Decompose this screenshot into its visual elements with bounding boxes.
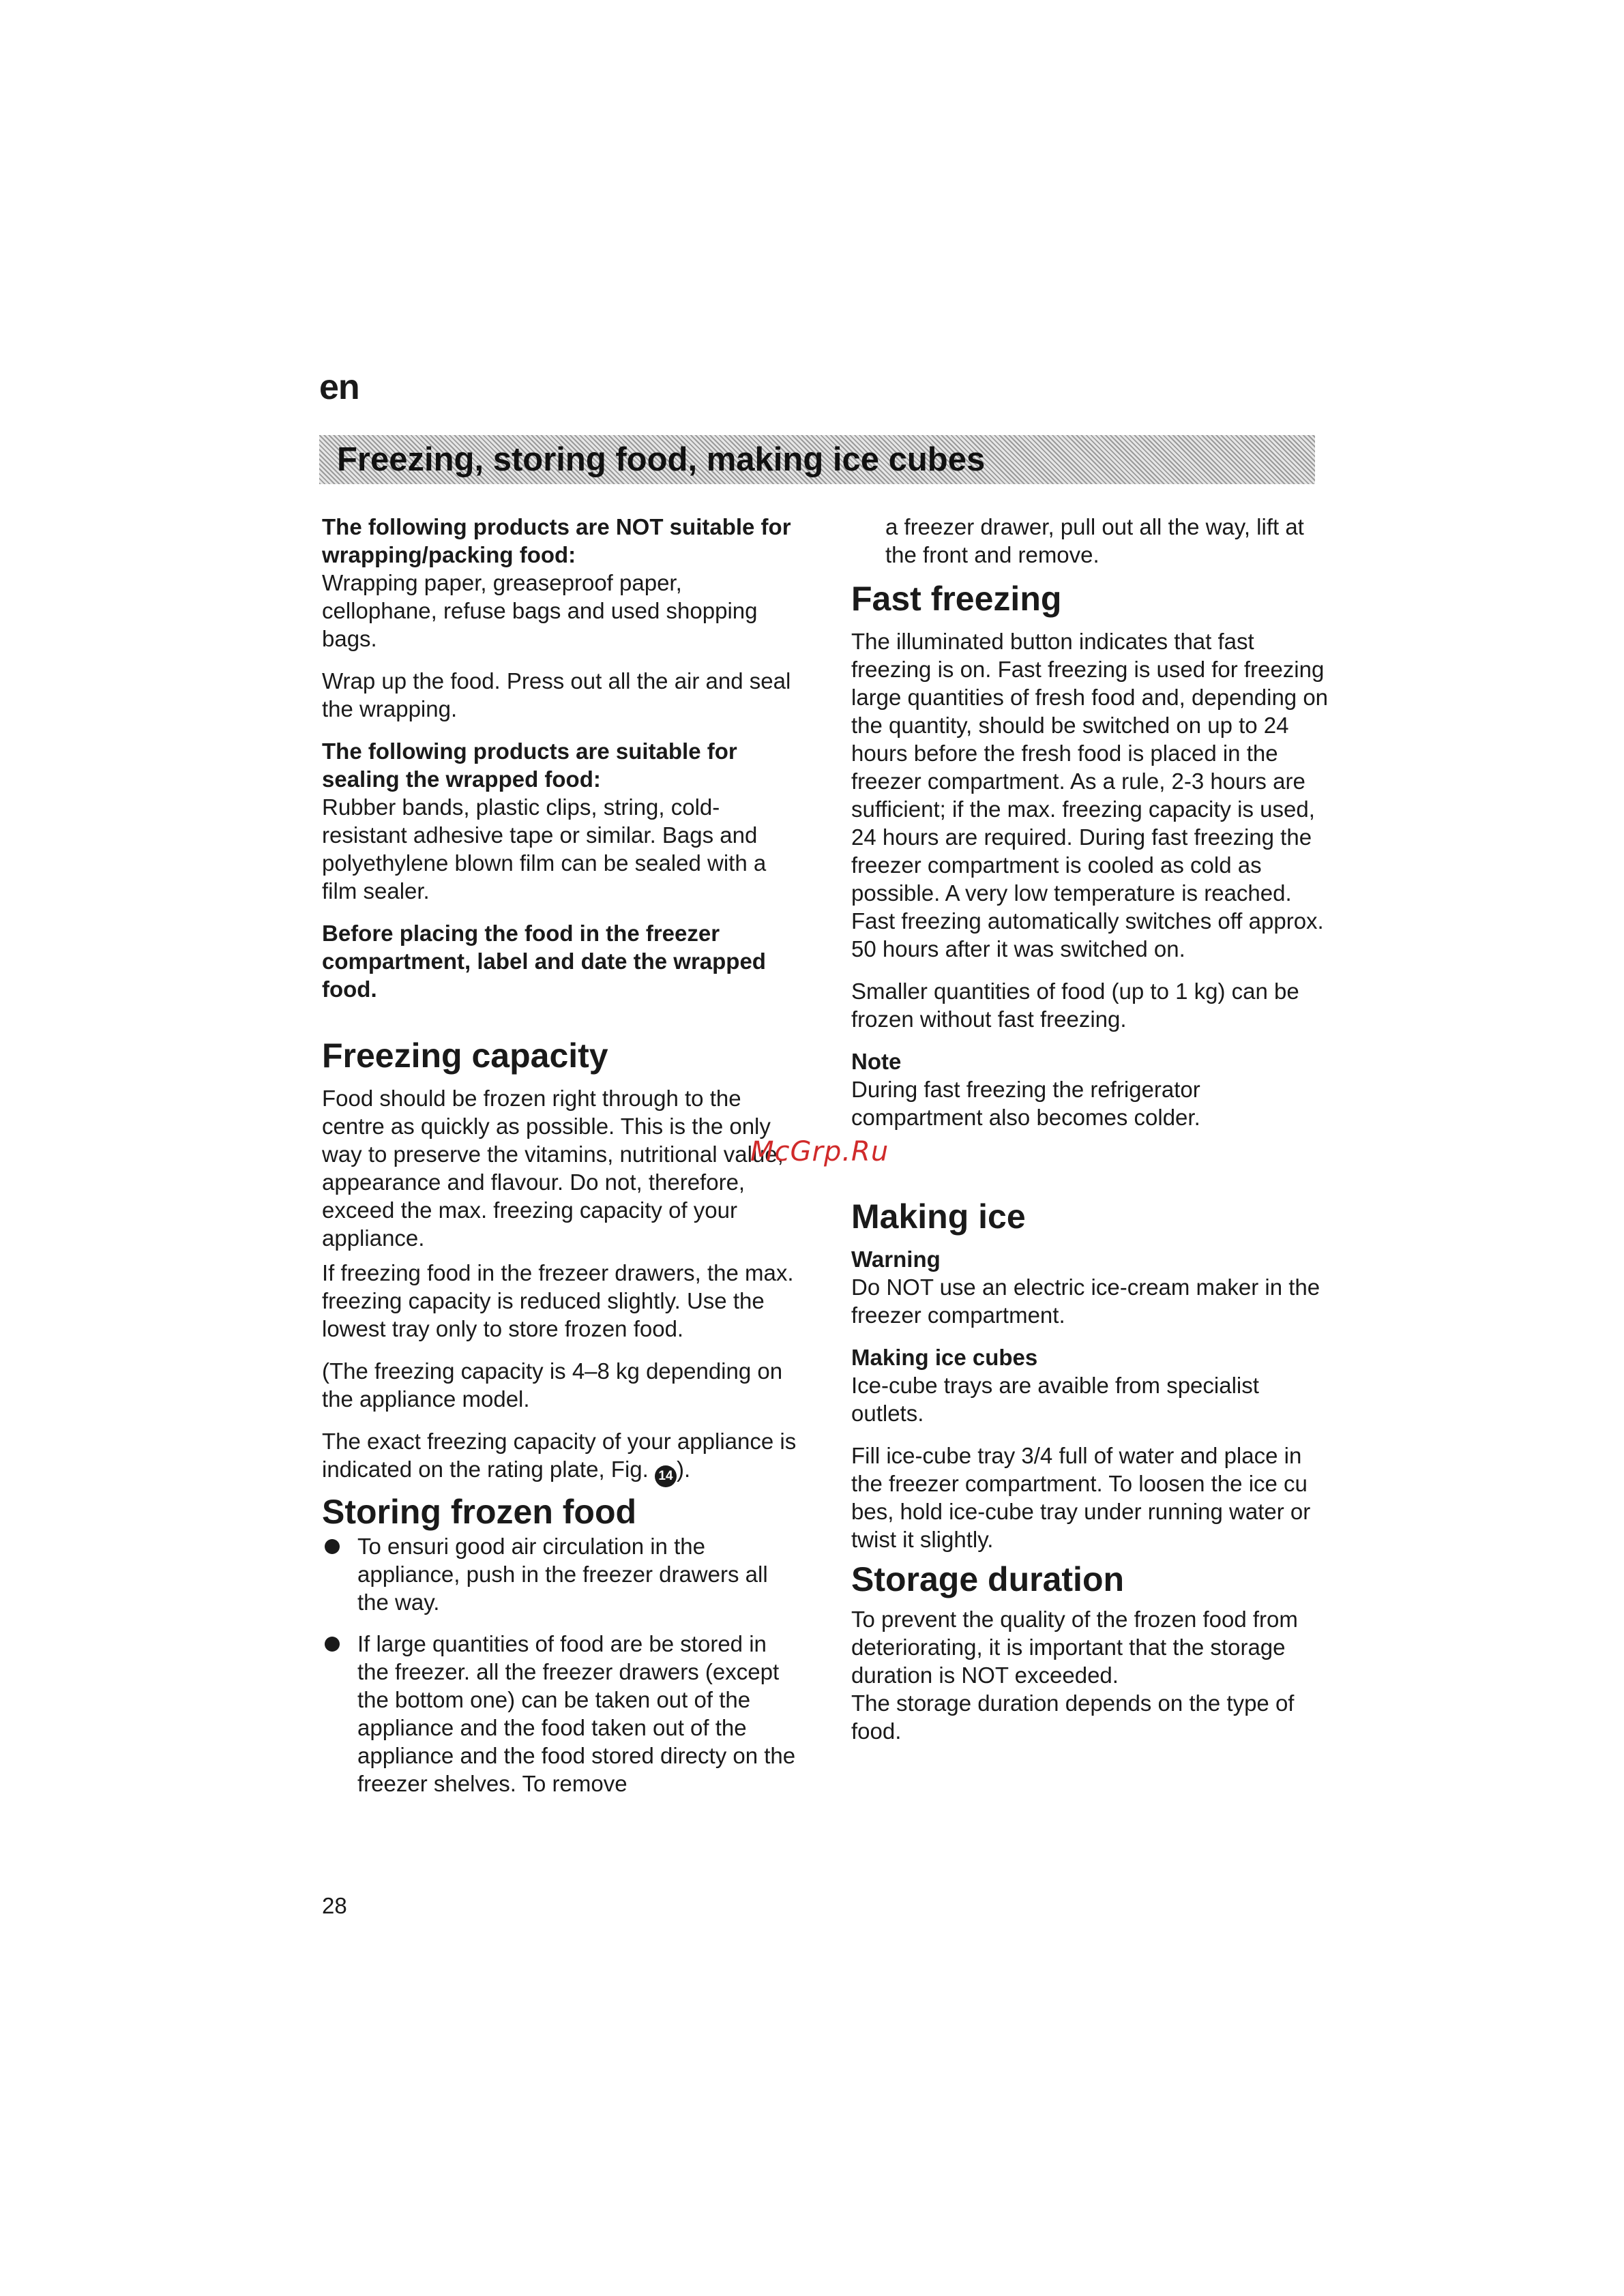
bullet-text-1: To ensuri good air circulation in the appliance, push in the freezer drawers all the way. [357, 1534, 768, 1615]
section-title-bar [319, 435, 1315, 484]
bullet-icon [325, 1637, 340, 1652]
capacity-paragraph-1: Food should be frozen right through to the centre as quickly as possible. This is the only way to preserve the vitamins, nutritional value, appearance and flavour. Do not, therefore, exceed the max. freezing capacity of your appliance. [322, 1086, 784, 1251]
capacity-text-end: ). [676, 1457, 691, 1482]
watermark: McGrp.Ru [750, 1136, 889, 1167]
label-date-text: Before placing the food in the freezer compartment, label and date the wrapped food. [322, 921, 766, 1002]
label-date-paragraph [322, 919, 799, 1003]
right-column [851, 513, 1329, 1759]
fast-freezing-paragraph-2: Smaller quantities of food (up to 1 kg) can be frozen without fast freezing. [851, 979, 1299, 1032]
unsuitable-wrapping-paragraph [322, 513, 799, 653]
ice-cubes-label: Making ice cubes [851, 1345, 1038, 1370]
fast-freezing-paragraph-1: The illuminated button indicates that fast freezing is on. Fast freezing is used for freezing large quantities of fresh food and, depending on the quantity, should be switched on up to 24 hours before the fresh food is placed in the freezer compartment. As a rule, 2-3 hours are sufficient; if the max. freezing capacity is used, 24 hours are required. During fast freezing the freezer compartment is cooled as cold as possible. A very low temperature is reached. Fast freezing automatically switches off approx. 50 hours after it was switched on. [851, 629, 1329, 961]
ice-cubes-block [851, 1343, 1329, 1427]
language-code: en [319, 368, 359, 407]
capacity-paragraph-4 [322, 1427, 799, 1487]
capacity-paragraph-3: (The freezing capacity is 4–8 kg depending on the appliance model. [322, 1358, 783, 1412]
sealing-heading: The following products are suitable for sealing the wrapped food: [322, 739, 737, 792]
capacity-paragraph-2: If freezing food in the frezeer drawers, the max. freezing capacity is reduced slightly. Use the lowest tray only to store frozen food. [322, 1260, 794, 1341]
note-text: During fast freezing the refrigerator compartment also becomes colder. [851, 1077, 1200, 1130]
unsuitable-wrapping-heading: The following products are NOT suitable for wrapping/packing food: [322, 514, 791, 567]
page-title: Freezing, storing food, making ice cubes [337, 441, 986, 478]
heading-storing-frozen-food: Storing frozen food [322, 1493, 637, 1531]
heading-storage-duration: Storage duration [851, 1560, 1125, 1598]
storage-duration-text-1: To prevent the quality of the frozen food from deteriorating, it is important that the storage duration is NOT exceeded. [851, 1607, 1298, 1688]
ice-cubes-instructions: Fill ice-cube tray 3/4 full of water and place in the freezer compartment. To loosen the ice cu bes, hold ice-cube tray under running water or twist it slightly. [851, 1443, 1311, 1552]
ice-cubes-text: Ice-cube trays are avaible from specialist outlets. [851, 1373, 1259, 1426]
left-column [322, 513, 799, 1812]
bullet-continuation: a freezer drawer, pull out all the way, lift at the front and remove. [885, 514, 1304, 567]
capacity-text: The exact freezing capacity of your appliance is indicated on the rating plate, Fig. [322, 1429, 797, 1482]
note-block [851, 1047, 1329, 1131]
figure-number-badge: 14 [655, 1465, 677, 1487]
wrap-instruction: Wrap up the food. Press out all the air and seal the wrapping. [322, 668, 791, 721]
warning-block [851, 1245, 1329, 1329]
unsuitable-wrapping-text: Wrapping paper, greaseproof paper, cellophane, refuse bags and used shopping bags. [322, 570, 758, 651]
heading-freezing-capacity: Freezing capacity [322, 1037, 608, 1075]
list-item [322, 1630, 799, 1798]
heading-fast-freezing: Fast freezing [851, 580, 1062, 618]
warning-text: Do NOT use an electric ice-cream maker in the freezer compartment. [851, 1274, 1320, 1328]
sealing-text: Rubber bands, plastic clips, string, cold-resistant adhesive tape or similar. Bags and polyethylene blown film can be sealed with a film sealer. [322, 794, 767, 904]
page-number: 28 [322, 1893, 347, 1918]
storage-duration-text-2: The storage duration depends on the type of food. [851, 1690, 1295, 1744]
sealing-paragraph [322, 737, 799, 905]
bullet-text-2: If large quantities of food are be stored in the freezer. all the freezer drawers (except the bottom one) can be taken out of the appliance and the food taken out of the appliance and the food stored directy on the freezer shelves. To remove [357, 1631, 796, 1796]
note-label: Note [851, 1049, 902, 1074]
list-item [322, 1532, 799, 1616]
heading-making-ice: Making ice [851, 1197, 1026, 1236]
bullet-icon [325, 1539, 340, 1554]
warning-label: Warning [851, 1247, 941, 1272]
